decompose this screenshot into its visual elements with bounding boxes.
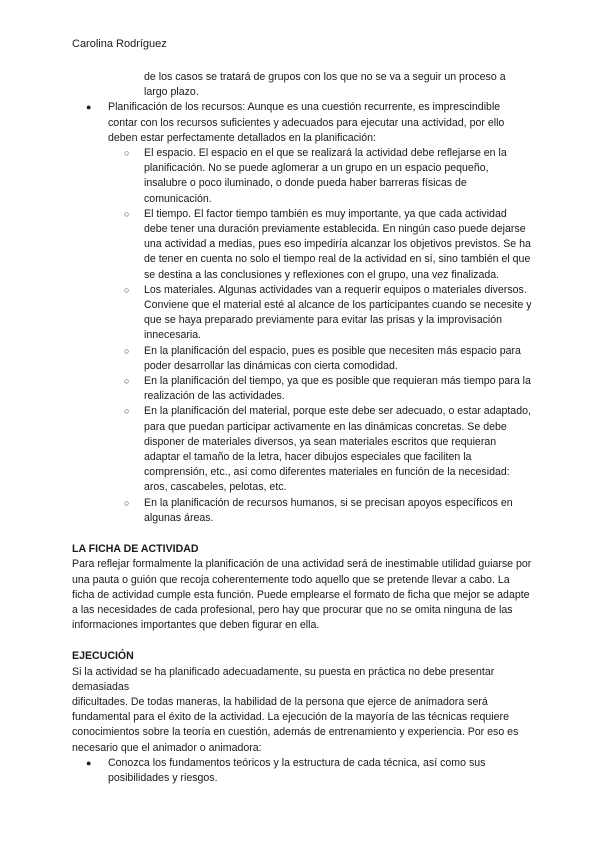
list-item-text: El tiempo. El factor tiempo también es muy importante, ya que cada actividad debe tener una duración previamente establecida. En ningún caso puede dejarse una actividad a medias, pues eso impediría alcanzar los objetivos previstos. Se ha de tener en cuenta no solo el tiempo real de la actividad en sí, sino también el que se destina a las conclusiones y reflexiones con el grupo, una vez finalizada. xyxy=(144,207,531,281)
bullet-circle-icon: ○ xyxy=(124,284,130,295)
list-item-text: En la planificación del material, porque este debe ser adecuado, o estar adaptado, para que puedan participar activamente en las dinámicas concretas. Se debe disponer de materiales diversos, ya sean materiales escritos que requieran adaptar el tamaño de la letra, hacer dibujos especiales que faciliten la comprensión, etc., así como diferentes materiales en función de la necesidad: aros, cascabeles, pelotas, etc. xyxy=(144,405,531,494)
sub-list xyxy=(72,146,532,526)
list-item xyxy=(124,207,532,283)
list-item xyxy=(124,496,532,526)
continuation-text: de los casos se tratará de grupos con los que no se va a seguir un proceso a largo plazo. xyxy=(144,71,506,99)
list-item-text: En la planificación del espacio, pues es posible que necesiten más espacio para poder desarrollar las dinámicas con cierta comodidad. xyxy=(144,344,521,372)
bullet-circle-icon: ○ xyxy=(124,376,130,387)
document-body xyxy=(72,70,532,786)
header-author: Carolina Rodríguez xyxy=(72,38,167,50)
list-item xyxy=(124,404,532,495)
section-heading-ficha: LA FICHA DE ACTIVIDAD xyxy=(72,543,199,556)
conozca-text: Conozca los fundamentos teóricos y la estructura de cada técnica, así como sus posibilidades y riesgos. xyxy=(108,756,486,784)
list-item-text: En la planificación de recursos humanos, si se precisan apoyos específicos en algunas áreas. xyxy=(144,496,513,524)
bullet-circle-icon: ○ xyxy=(124,148,130,159)
list-item xyxy=(124,146,532,207)
list-item xyxy=(124,374,532,404)
list-item-planificacion xyxy=(86,100,532,146)
bullet-circle-icon: ○ xyxy=(124,345,130,356)
ficha-paragraph: Para reflejar formalmente la planificación de una actividad será de inestimable utilidad guiarse por una pauta o guión que recoja coherentemente todo aquello que se pretende llevar a cabo. La ficha de actividad cumple esta función. Puede emplearse el formato de ficha que mejor se adapte a las necesidades de cada profesional, pero hay que procurar que no se omita ninguna de las informaciones importantes que deben figurar en ella. xyxy=(72,558,532,632)
list-item-conozca xyxy=(86,756,532,786)
bullet-circle-icon: ○ xyxy=(124,208,130,219)
ejecucion-paragraph: dificultades. De todas maneras, la habilidad de la persona que ejerce de animadora será fundamental para el éxito de la actividad. La ejecución de la mayoría de las técnicas requiere conocimientos sobre la teoría en cuestión, además de entrenamiento y experiencia. Por eso es necesario que el animador o animadora: xyxy=(72,695,519,754)
bullet-dot-icon: ● xyxy=(86,757,92,768)
list-item xyxy=(124,283,532,344)
list-item-text: Los materiales. Algunas actividades van a requerir equipos o materiales diversos. Conviene que el material esté al alcance de los participantes cuando se necesite y que se haya preparado previamente para evitar las prisas y la improvisación innecesaria. xyxy=(144,283,532,342)
list-item-text: En la planificación del tiempo, ya que es posible que requieran más tiempo para la realización de las actividades. xyxy=(144,375,531,403)
bullet-dot-icon: ● xyxy=(86,102,92,113)
list-item-text: El espacio. El espacio en el que se realizará la actividad debe reflejarse en la planificación. No se puede aglomerar a un grupo en un espacio pequeño, insalubre o poco iluminado, o donde pueda haber barreras físicas de comunicación. xyxy=(144,147,507,205)
ejecucion-line-1: Si la actividad se ha planificado adecuadamente, su puesta en práctica no debe presentar demasiadas xyxy=(72,665,495,693)
section-heading-ejecucion: EJECUCIÓN xyxy=(72,650,134,663)
bullet-circle-icon: ○ xyxy=(124,406,130,417)
planificacion-text: Planificación de los recursos: Aunque es una cuestión recurrente, es imprescindible contar con los recursos suficientes y adecuados para ejecutar una actividad, por ello deben estar perfectamente detallados en la planificación: xyxy=(108,101,505,144)
list-item xyxy=(124,344,532,374)
bullet-circle-icon: ○ xyxy=(124,497,130,508)
